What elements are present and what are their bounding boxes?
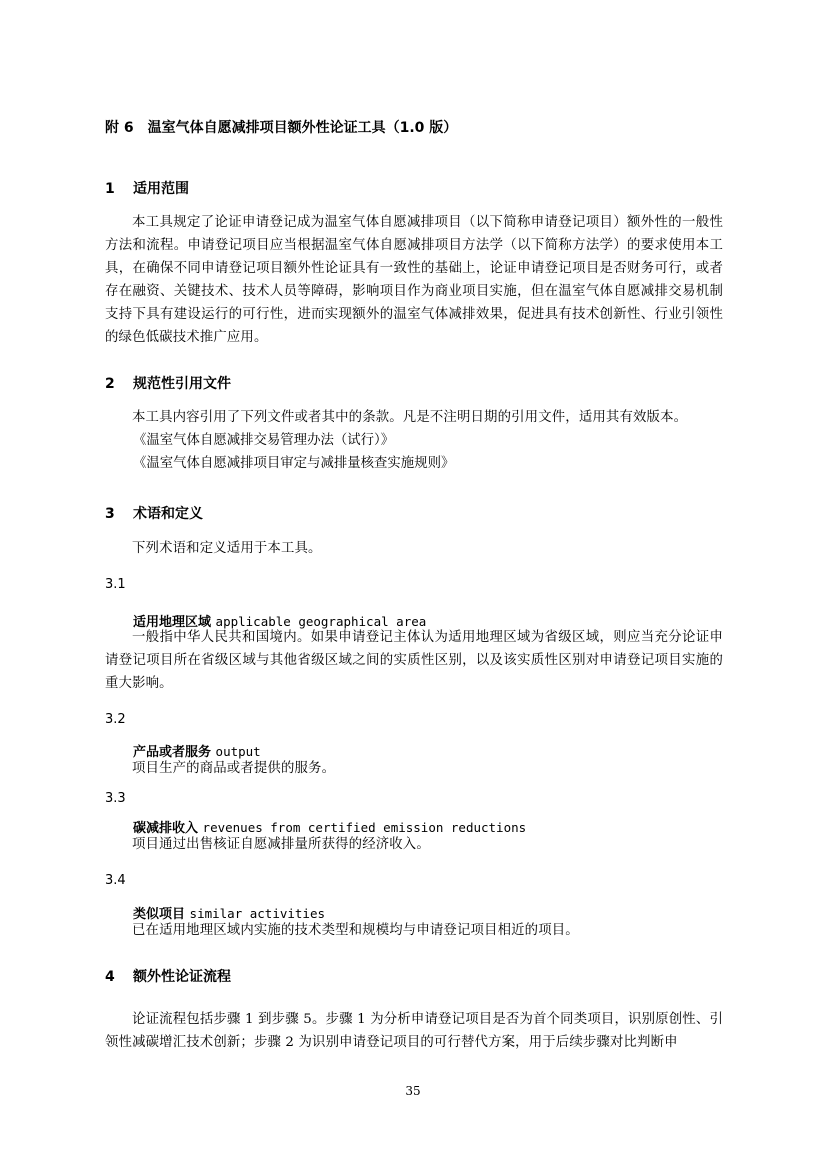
section-number: 2 [105,376,115,392]
section-heading-2 [105,373,231,393]
section-title: 术语和定义 [133,506,203,522]
term-definition: 项目通过出售核证自愿减排量所获得的经济收入。 [132,837,430,852]
term-en: revenues from certified emission reductions [202,820,527,835]
section-number: 3 [105,506,115,522]
subsection-number: 3.1 [105,577,126,592]
section-number: 1 [105,181,115,197]
subsection-number: 3.4 [105,873,126,888]
section-title: 适用范围 [133,181,189,197]
section-number: 4 [105,969,115,985]
references-paragraph: 本工具内容引用了下列文件或者其中的条款。凡是不注明日期的引用文件，适用其有效版本。 [132,410,688,425]
reference-item: 《温室气体自愿减排交易管理办法（试行）》 [133,433,395,448]
document-title: 附 6 温室气体自愿减排项目额外性论证工具（1.0 版） [105,120,458,136]
reference-item: 《温室气体自愿减排项目审定与减排量核查实施规则》 [133,456,455,471]
subsection-number: 3.3 [105,791,126,806]
scope-paragraph: 本工具规定了论证申请登记成为温室气体自愿减排项目（以下简称申请登记项目）额外性的一般性方法和流程。申请登记项目应当根据温室气体自愿减排项目方法学（以下简称方法学）的要求使用本工具，在确保不同申请登记项目额外性论证具有一致性的基础上，论证申请登记项目是否财务可行，或者存在融资、关键技术、技术人员等障碍，影响项目作为商业项目实施，但在温室气体自愿减排交易机制支持下具有建设运行的可行性，进而实现额外的温室气体减排效果，促进具有技术创新性、行业引领性的绿色低碳技术推广应用。 [105,215,723,345]
process-paragraph: 论证流程包括步骤 1 到步骤 5。步骤 1 为分析申请登记项目是否为首个同类项目，识别原创性、引领性减碳增汇技术创新；步骤 2 为识别申请登记项目的可行替代方案，用于后续步骤对比判断申 [105,1012,723,1050]
term-cn: 类似项目 [133,907,186,922]
term-cn: 适用地理区域 [133,615,212,630]
term-definition: 一般指中华人民共和国境内。如果申请登记主体认为适用地理区域为省级区域，则应当充分论证申请登记项目所在省级区域与其他省级区域之间的实质性区别，以及该实质性区别对申请登记项目实施的重大影响。 [105,630,723,691]
subsection-number: 3.2 [105,712,126,727]
term-en: output [215,744,261,759]
term-cn: 产品或者服务 [133,745,212,760]
section-title: 规范性引用文件 [133,376,231,392]
term-cn: 碳减排收入 [133,821,199,836]
term-en: applicable geographical area [215,614,427,629]
section-heading-1 [105,178,189,198]
term-definition: 项目生产的商品或者提供的服务。 [132,761,336,776]
page-number: 35 [405,1084,421,1098]
section-heading-3 [105,503,203,523]
term-definition: 已在适用地理区域内实施的技术类型和规模均与申请登记项目相近的项目。 [132,923,579,938]
section-title: 额外性论证流程 [133,969,231,985]
definitions-intro: 下列术语和定义适用于本工具。 [132,541,322,556]
term-en: similar activities [189,906,326,921]
section-heading-4 [105,966,231,986]
